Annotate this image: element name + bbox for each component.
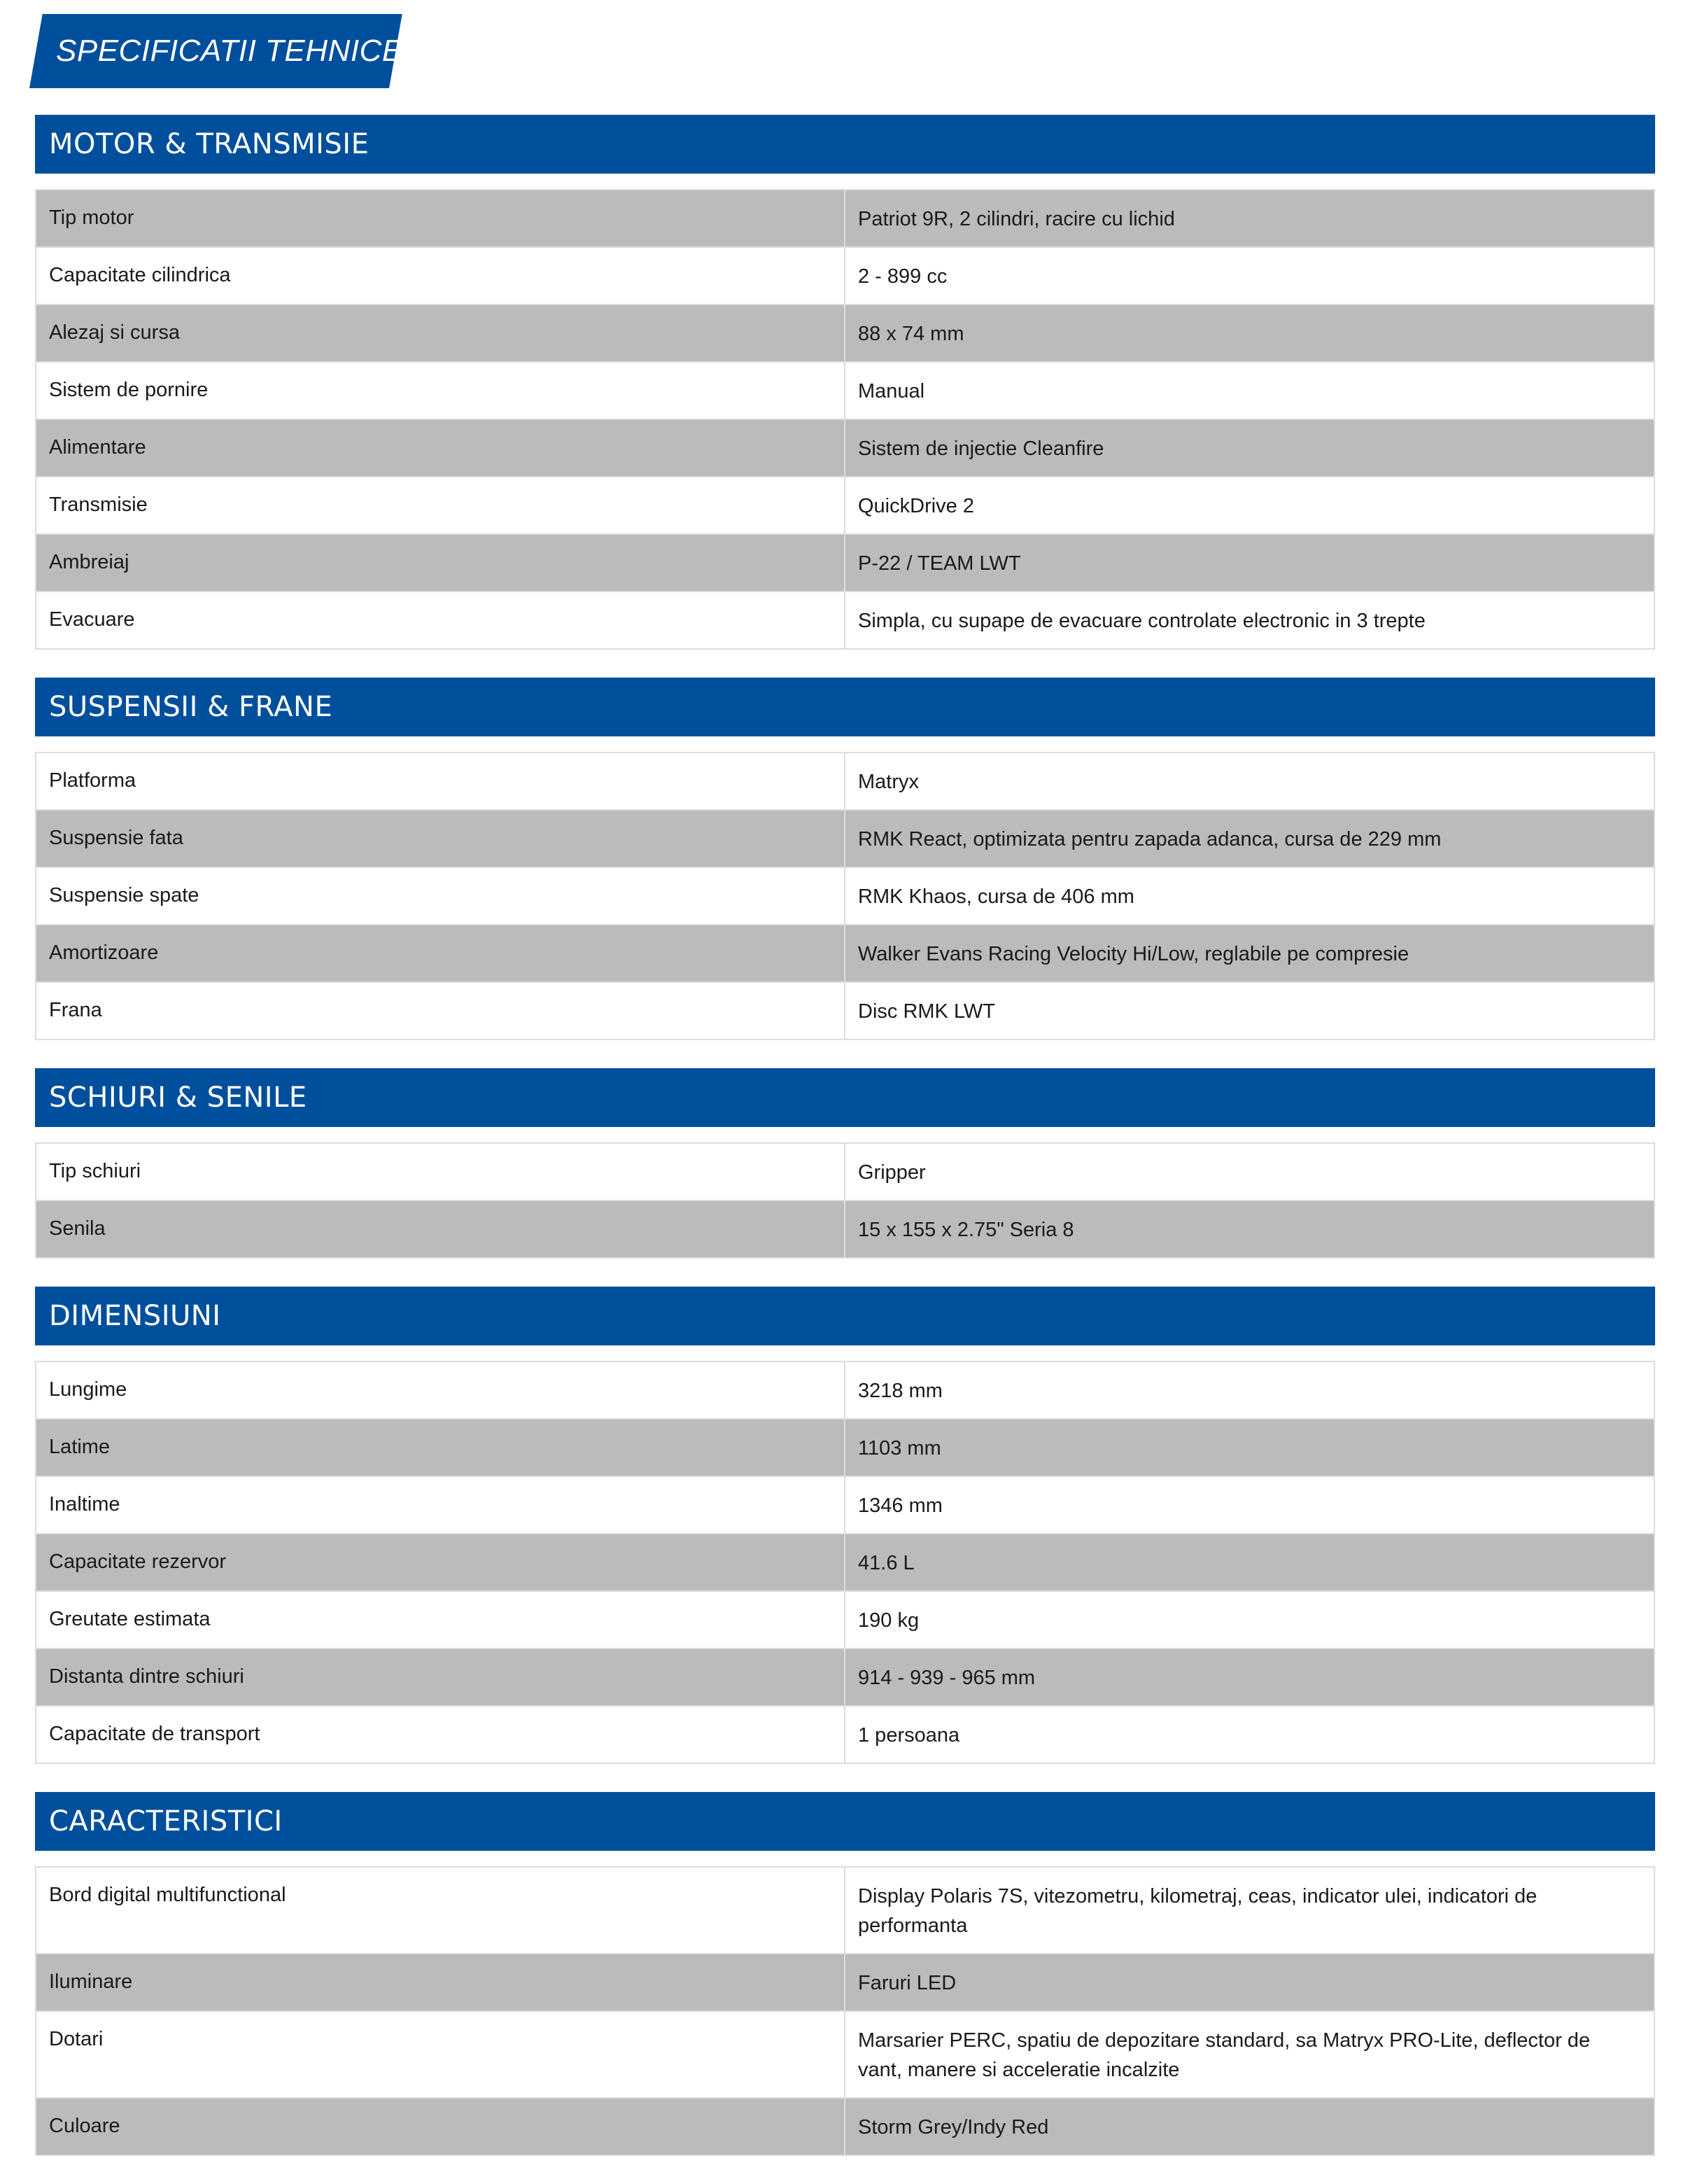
spec-value: Disc RMK LWT (858, 1000, 996, 1023)
table-row (36, 1476, 1654, 1533)
table-row (36, 533, 1654, 591)
section-title: MOTOR & TRANSMISIE (35, 115, 1655, 174)
table-row (36, 867, 1654, 924)
spec-value: 41.6 L (858, 1552, 915, 1574)
spec-value: QuickDrive 2 (858, 495, 974, 517)
table-row (36, 419, 1654, 476)
spec-table (35, 1142, 1655, 1259)
spec-label: Culoare (36, 2099, 845, 2155)
spec-value: Faruri LED (858, 1972, 957, 1994)
spec-value: Simpla, cu supape de evacuare controlate electronic in 3 trepte (858, 610, 1426, 632)
spec-value: 1103 mm (858, 1437, 941, 1460)
spec-value: Sistem de injectie Cleanfire (858, 438, 1104, 460)
spec-label: Tip schiuri (36, 1144, 845, 1200)
spec-value: 2 - 899 cc (858, 265, 948, 288)
table-row (36, 190, 1654, 246)
table-row (36, 1648, 1654, 1705)
spec-table (35, 752, 1655, 1040)
table-row (36, 1533, 1654, 1590)
page-title: SPECIFICATII TEHNICE (56, 34, 403, 68)
spec-label: Sistem de pornire (36, 363, 845, 419)
table-row (36, 1200, 1654, 1257)
table-row (36, 304, 1654, 361)
table-row (36, 1144, 1654, 1200)
table-row (36, 1418, 1654, 1476)
spec-label: Latime (36, 1420, 845, 1476)
spec-value: 914 - 939 - 965 mm (858, 1667, 1036, 1689)
section-title: CARACTERISTICI (35, 1792, 1655, 1851)
spec-label: Capacitate rezervor (36, 1534, 845, 1590)
spec-value: RMK Khaos, cursa de 406 mm (858, 886, 1134, 908)
spec-value: RMK React, optimizata pentru zapada adanca, cursa de 229 mm (858, 828, 1442, 850)
section-title: SCHIURI & SENILE (35, 1068, 1655, 1127)
spec-label: Bord digital multifunctional (36, 1868, 845, 1953)
section-title: SUSPENSII & FRANE (35, 678, 1655, 736)
spec-value: Patriot 9R, 2 cilindri, racire cu lichid (858, 208, 1175, 230)
table-row (36, 1868, 1654, 1953)
spec-label: Tip motor (36, 190, 845, 246)
spec-section (35, 1792, 1655, 2156)
table-row (36, 1705, 1654, 1763)
table-row (36, 1362, 1654, 1418)
table-row (36, 2097, 1654, 2155)
spec-value: 1 persoana (858, 1724, 960, 1746)
table-row (36, 476, 1654, 533)
table-row (36, 753, 1654, 809)
spec-label: Dotari (36, 2012, 845, 2097)
spec-value: Gripper (858, 1161, 926, 1184)
spec-label: Frana (36, 983, 845, 1039)
spec-label: Inaltime (36, 1477, 845, 1533)
spec-content (35, 115, 1655, 2184)
spec-section (35, 115, 1655, 650)
spec-value: Marsarier PERC, spatiu de depozitare standard, sa Matryx PRO-Lite, deflector de vant, manere si acceleratie incalzite (858, 2029, 1591, 2081)
spec-label: Transmisie (36, 477, 845, 533)
spec-value: 3218 mm (858, 1380, 943, 1402)
table-row (36, 246, 1654, 304)
table-row (36, 1590, 1654, 1648)
table-row (36, 2010, 1654, 2097)
spec-label: Greutate estimata (36, 1592, 845, 1648)
spec-label: Ambreiaj (36, 535, 845, 591)
spec-label: Alimentare (36, 420, 845, 476)
spec-table (35, 1866, 1655, 2156)
section-title: DIMENSIUNI (35, 1287, 1655, 1345)
spec-label: Lungime (36, 1362, 845, 1418)
spec-label: Evacuare (36, 592, 845, 648)
spec-value: Matryx (858, 771, 919, 793)
table-row (36, 361, 1654, 419)
spec-label: Suspensie fata (36, 811, 845, 867)
spec-value: Walker Evans Racing Velocity Hi/Low, reglabile pe compresie (858, 943, 1409, 965)
spec-section (35, 678, 1655, 1040)
spec-section (35, 1068, 1655, 1259)
spec-label: Suspensie spate (36, 868, 845, 924)
spec-value: 88 x 74 mm (858, 323, 964, 345)
table-row (36, 591, 1654, 648)
spec-label: Capacitate cilindrica (36, 248, 845, 304)
spec-label: Alezaj si cursa (36, 305, 845, 361)
spec-value: 15 x 155 x 2.75" Seria 8 (858, 1219, 1074, 1241)
spec-label: Platforma (36, 753, 845, 809)
spec-label: Iluminare (36, 1954, 845, 2010)
spec-label: Distanta dintre schiuri (36, 1649, 845, 1705)
spec-label: Amortizoare (36, 925, 845, 981)
table-row (36, 924, 1654, 981)
spec-value: Storm Grey/Indy Red (858, 2116, 1049, 2138)
spec-value: 1346 mm (858, 1494, 943, 1517)
spec-table (35, 1361, 1655, 1764)
spec-section (35, 1287, 1655, 1764)
table-row (36, 981, 1654, 1039)
spec-value: 190 kg (858, 1609, 920, 1632)
spec-label: Senila (36, 1201, 845, 1257)
spec-label: Capacitate de transport (36, 1707, 845, 1763)
spec-value: P-22 / TEAM LWT (858, 552, 1021, 575)
spec-value: Manual (858, 380, 925, 402)
spec-table (35, 189, 1655, 650)
table-row (36, 1953, 1654, 2010)
table-row (36, 809, 1654, 867)
spec-value: Display Polaris 7S, vitezometru, kilometraj, ceas, indicator ulei, indicatori de performanta (858, 1885, 1538, 1937)
